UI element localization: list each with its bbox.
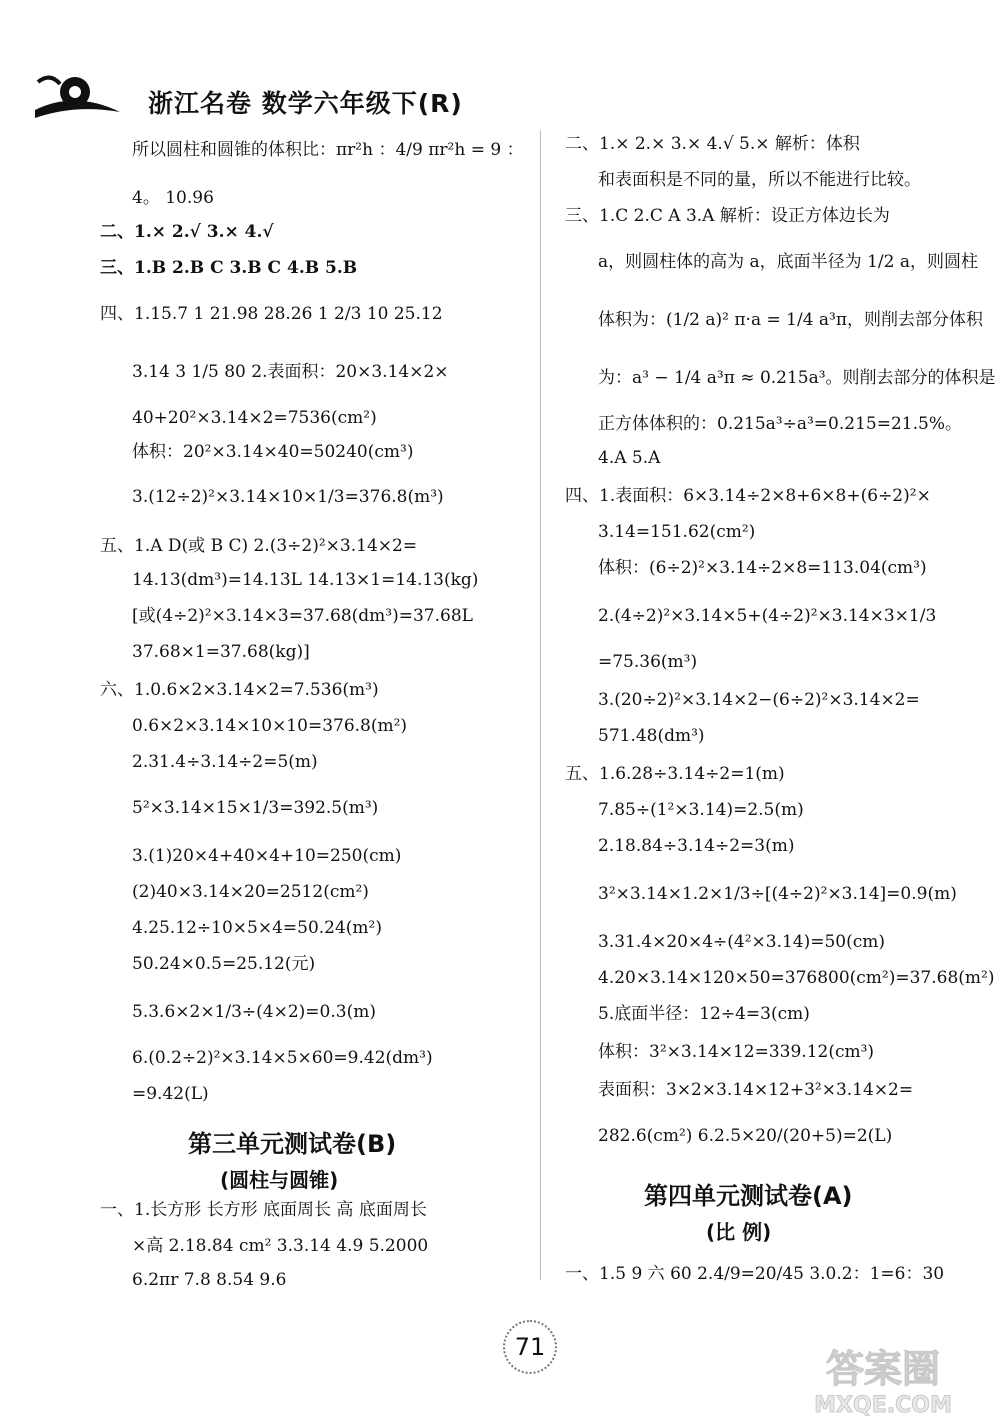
answer-line: 体积：20²×3.14×40=50240(cm³) [132, 442, 414, 462]
answer-line: 50.24×0.5=25.12(元) [132, 954, 316, 974]
answer-line: 一、1.5 9 六 60 2.4/9=20/45 3.0.2：1=6：30 [565, 1264, 945, 1284]
watermark-logo [775, 1340, 990, 1420]
answer-line: 4.25.12÷10×5×4=50.24(m²) [132, 918, 382, 938]
answer-line: a，则圆柱体的高为 a，底面半径为 1/2 a，则圆柱 [598, 252, 978, 272]
answer-line: 2.31.4÷3.14÷2=5(m) [132, 752, 318, 772]
answer-line: 五、1.6.28÷3.14÷2=1(m) [565, 764, 785, 784]
answer-line: 7.85÷(1²×3.14)=2.5(m) [598, 800, 804, 820]
answer-line: 三、1.B 2.B C 3.B C 4.B 5.B [100, 258, 358, 278]
answer-line: 体积：3²×3.14×12=339.12(cm³) [598, 1042, 875, 1062]
answer-line: 14.13(dm³)=14.13L 14.13×1=14.13(kg) [132, 570, 479, 590]
answer-line: 五、1.A D(或 B C) 2.(3÷2)²×3.14×2= [100, 536, 418, 556]
answer-line: 四、1.15.7 1 21.98 28.26 1 2/3 10 25.12 [100, 304, 443, 324]
answer-line: 4.20×3.14×120×50=376800(cm²)=37.68(m²) [598, 968, 995, 988]
header-title: 浙江名卷 数学六年级下(R) [148, 89, 463, 118]
answer-line: 一、1.长方形 长方形 底面周长 高 底面周长 [100, 1200, 427, 1220]
answer-line: 571.48(dm³) [598, 726, 705, 746]
answer-line: 体积：(6÷2)²×3.14÷2×8=113.04(cm³) [598, 558, 927, 578]
answer-line: 282.6(cm²) 6.2.5×20/(20+5)=2(L) [598, 1126, 893, 1146]
answer-line: 3.(12÷2)²×3.14×10×1/3=376.8(m³) [132, 487, 444, 507]
section-title: 第三单元测试卷(B) [188, 1130, 397, 1158]
answer-line: 5.3.6×2×1/3÷(4×2)=0.3(m) [132, 1002, 376, 1022]
answer-line: 0.6×2×3.14×10×10=376.8(m²) [132, 716, 408, 736]
answer-line: 和表面积是不同的量，所以不能进行比较。 [598, 170, 921, 190]
answer-line: 二、1.× 2.√ 3.× 4.√ [100, 222, 274, 242]
answer-line: 四、1.表面积：6×3.14÷2×8+6×8+(6÷2)²× [565, 486, 931, 506]
watermark-top: 答案圈 [825, 1347, 941, 1391]
answer-line: 3.(20÷2)²×3.14×2−(6÷2)²×3.14×2= [598, 690, 920, 710]
publisher-logo [30, 70, 125, 126]
answer-line: 六、1.0.6×2×3.14×2=7.536(m³) [100, 680, 379, 700]
answer-line: 三、1.C 2.C A 3.A 解析：设正方体边长为 [565, 206, 890, 226]
answer-line: 3.(1)20×4+40×4+10=250(cm) [132, 846, 402, 866]
answer-line: 6.(0.2÷2)²×3.14×5×60=9.42(dm³) [132, 1048, 433, 1068]
answer-line: 5²×3.14×15×1/3=392.5(m³) [132, 798, 379, 818]
answer-line: 为：a³ − 1/4 a³π ≈ 0.215a³。则削去部分的体积是 [598, 368, 996, 388]
answer-line: 3.31.4×20×4÷(4²×3.14)=50(cm) [598, 932, 886, 952]
answer-line: 表面积：3×2×3.14×12+3²×3.14×2= [598, 1080, 914, 1100]
answer-line: [或(4÷2)²×3.14×3=37.68(dm³)=37.68L [132, 606, 473, 626]
answer-line: 3.14=151.62(cm²) [598, 522, 756, 542]
answer-line: 40+20²×3.14×2=7536(cm²) [132, 408, 377, 428]
answer-line: 4.A 5.A [598, 448, 661, 468]
answer-line: 所以圆柱和圆锥的体积比：πr²h ：4/9 πr²h = 9 ： [132, 140, 524, 160]
page-number: 71 [503, 1320, 557, 1374]
answer-line: 5.底面半径：12÷4=3(cm) [598, 1004, 810, 1024]
answer-line: 体积为：(1/2 a)² π·a = 1/4 a³π，则削去部分体积 [598, 310, 984, 330]
section-title: 第四单元测试卷(A) [644, 1182, 853, 1210]
answer-line: 3.14 3 1/5 80 2.表面积：20×3.14×2× [132, 362, 449, 382]
answer-line: 3²×3.14×1.2×1/3÷[(4÷2)²×3.14]=0.9(m) [598, 884, 957, 904]
column-divider [540, 130, 541, 1280]
watermark-bottom: MXQE.COM [814, 1393, 952, 1418]
answer-line: 2.(4÷2)²×3.14×5+(4÷2)²×3.14×3×1/3 [598, 606, 937, 626]
answer-line: 6.2πr 7.8 8.54 9.6 [132, 1270, 287, 1290]
answer-line: 2.18.84÷3.14÷2=3(m) [598, 836, 795, 856]
answer-line: (2)40×3.14×20=2512(cm²) [132, 882, 369, 902]
section-subtitle: (比 例) [706, 1220, 772, 1244]
answer-line: 二、1.× 2.× 3.× 4.√ 5.× 解析：体积 [565, 134, 860, 154]
answer-line: 正方体体积的：0.215a³÷a³=0.215=21.5%。 [598, 414, 962, 434]
answer-line: =9.42(L) [132, 1084, 209, 1104]
page-header [30, 62, 570, 132]
answer-line: 37.68×1=37.68(kg)] [132, 642, 310, 662]
section-subtitle: (圆柱与圆锥) [220, 1168, 339, 1192]
answer-line: 4。 10.96 [132, 188, 214, 208]
answer-line: =75.36(m³) [598, 652, 698, 672]
answer-line: ×高 2.18.84 cm² 3.3.14 4.9 5.2000 [132, 1236, 429, 1256]
